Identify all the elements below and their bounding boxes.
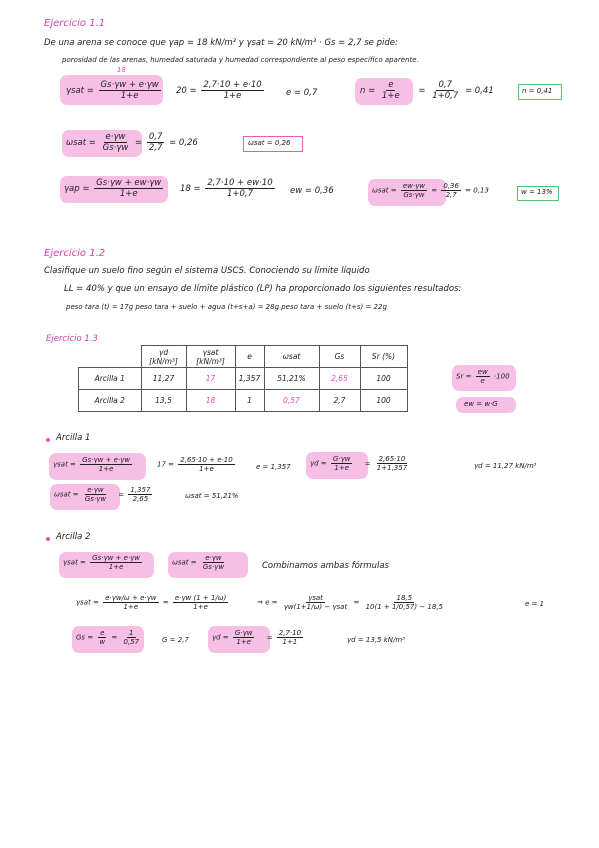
cell-e: 1,357 bbox=[235, 368, 264, 390]
arc2-combined-formula: γsat = $\frac{e\cdot\gamma w/\omega + e\cdot\gamma w}{1+e}$ = $\frac{e\cdot\gamma w (1 + 1/\omega)}{1+e}$ bbox=[76, 594, 227, 611]
clay-properties-table bbox=[78, 345, 408, 412]
arc1-formula-gsat: γsat = $\frac{Gs\cdot\gamma w + e\cdot\gamma w}{1+e}$ bbox=[53, 456, 131, 473]
exercise-1-2-statement-line2: LL = 40% y que un ensayo de límite plástico (LP) ha proporcionado los siguientes resultados: bbox=[64, 284, 462, 294]
formula-sr: Sr = $\frac{ew}{e}$ ·100 bbox=[456, 368, 510, 385]
exercise-1-1-statement-line1: De una arena se conoce que γap = 18 kN/m³ y γsat = 20 kN/m³ · Gs = 2,7 se pide: bbox=[44, 38, 398, 48]
table-header-row bbox=[79, 346, 408, 368]
formula-gap-substituted: 18 = $\frac{2,7\cdot 10 + ew\cdot 10}{1+0,7}$ bbox=[180, 178, 273, 199]
exercise-1-2-statement-line1: Clasifique un suelo fino según el sistema USCS. Conociendo su límite líquido bbox=[44, 266, 370, 276]
cell-wsat: 0,57 bbox=[264, 390, 319, 412]
cell-gs: 2,7 bbox=[319, 390, 360, 412]
exercise-1-2-statement-line3: peso tara (t) = 17g peso tara + suelo + agua (t+s+a) = 28g peso tara + suelo (t+s) = 22g bbox=[66, 303, 387, 311]
table-header-blank bbox=[79, 346, 142, 368]
arc2-result-e: e = 1 bbox=[525, 600, 545, 608]
arc1-result-wsat: ωsat = 51,21% bbox=[185, 492, 239, 500]
cell-gd: 11,27 bbox=[141, 368, 186, 390]
formula-gap-general: γap = $\frac{Gs\cdot\gamma w + ew\cdot\gamma w}{1+e}$ bbox=[64, 178, 162, 199]
row-label: Arcilla 1 bbox=[79, 368, 142, 390]
cell-wsat: 51,21% bbox=[264, 368, 319, 390]
bullet-arcilla-1 bbox=[46, 438, 50, 442]
result-ew: ew = 0,36 bbox=[290, 186, 334, 196]
table-header-gd: γd [kN/m³] bbox=[141, 346, 186, 368]
cell-gsat: 18 bbox=[186, 390, 235, 412]
formula-wap: ωsat = $\frac{ew\cdot\gamma w}{Gs\cdot\gamma w}$ = $\frac{0,36}{2,7}$ = 0,13 bbox=[372, 182, 489, 199]
bullet-arcilla-2 bbox=[46, 537, 50, 541]
result-box-wsat: ωsat = 0,26 bbox=[243, 136, 303, 152]
table-row bbox=[79, 390, 408, 412]
exercise-1-2-title: Ejercicio 1.2 bbox=[44, 248, 106, 259]
arc2-formula-gsat: γsat = $\frac{Gs\cdot\gamma w + e\cdot\gamma w}{1+e}$ bbox=[63, 554, 141, 571]
arc2-result-gd: γd = 13,5 kN/m³ bbox=[347, 636, 405, 644]
exercise-1-3-title: Ejercicio 1.3 bbox=[46, 334, 98, 344]
cell-gd: 13,5 bbox=[141, 390, 186, 412]
row-label: Arcilla 2 bbox=[79, 390, 142, 412]
arc2-combine-note: Combinamos ambas fórmulas bbox=[262, 561, 389, 571]
cell-e: 1 bbox=[235, 390, 264, 412]
exercise-1-1-statement-line2: porosidad de las arenas, humedad saturada y humedad correspondiente al peso específico aparente. bbox=[62, 56, 419, 64]
formula-ew: ew = w·G bbox=[464, 400, 498, 408]
section-arcilla-1: Arcilla 1 bbox=[56, 433, 91, 443]
table-header-wsat: ωsat bbox=[264, 346, 319, 368]
arc2-solved-e: ⇒ e = $\frac{\text{γsat}}{\text{γw(1+1/ω) − γsat}}$ = $\frac{18,5}{10(1 + 1/0,57) - 18,5}$ bbox=[257, 594, 443, 611]
section-arcilla-2: Arcilla 2 bbox=[56, 532, 91, 542]
table-header-e: e bbox=[235, 346, 264, 368]
table-header-sr: Sr (%) bbox=[360, 346, 407, 368]
formula-gsat-substituted: 20 = $\frac{2,7\cdot 10 + e\cdot 10}{1+e}$ bbox=[176, 80, 262, 101]
formula-porosity: n = $\frac{e}{1+e}$ = $\frac{0,7}{1+0,7}$ = 0,41 bbox=[360, 80, 494, 101]
table-header-gsat: γsat [kN/m³] bbox=[186, 346, 235, 368]
cell-sr: 100 bbox=[360, 368, 407, 390]
note-18: 18 bbox=[117, 66, 126, 74]
arc1-formula-gsat-substituted: 17 = $\frac{2,65\cdot 10 + e\cdot 10}{1+e}$ bbox=[157, 456, 233, 473]
arc2-result-g: G = 2,7 bbox=[162, 636, 189, 644]
arc1-result-gd: γd = 11,27 kN/m³ bbox=[474, 462, 537, 470]
arc1-formula-gd: γd = $\frac{G\cdot\gamma w}{1+e}$ = $\frac{2,65\cdot 10}{1+1,357}$ bbox=[310, 455, 408, 472]
table-header-gs: Gs bbox=[319, 346, 360, 368]
arc1-result-e: e = 1,357 bbox=[256, 463, 291, 471]
arc1-formula-wsat: ωsat = $\frac{e\cdot\gamma w}{Gs\cdot\gamma w}$ = $\frac{1,357}{2,65}$ bbox=[54, 486, 151, 503]
cell-gs: 2,65 bbox=[319, 368, 360, 390]
arc2-formula-gs: Gs = $\frac{e}{w}$ = $\frac{1}{0,57}$ bbox=[76, 629, 140, 646]
formula-gsat-general: γsat = $\frac{Gs\cdot\gamma w + e\cdot\gamma w}{1+e}$ bbox=[66, 80, 159, 101]
arc2-formula-wsat: ωsat = $\frac{e\cdot\gamma w}{Gs\cdot\gamma w}$ bbox=[172, 554, 225, 571]
cell-sr: 100 bbox=[360, 390, 407, 412]
result-e: e = 0,7 bbox=[286, 88, 318, 98]
formula-wsat: ωsat = $\frac{e\cdot\gamma w}{Gs\cdot\gamma w}$ = $\frac{0,7}{2,7}$ = 0,26 bbox=[66, 132, 198, 153]
result-box-porosity: n = 0,41 bbox=[518, 84, 562, 100]
cell-gsat: 17 bbox=[186, 368, 235, 390]
table-row bbox=[79, 368, 408, 390]
result-box-w: w = 13% bbox=[517, 186, 559, 201]
exercise-1-1-title: Ejercicio 1.1 bbox=[44, 18, 106, 29]
arc2-formula-gd: γd = $\frac{G\cdot\gamma w}{1+e}$ = $\frac{2,7\cdot 10}{1+1}$ bbox=[212, 629, 302, 646]
